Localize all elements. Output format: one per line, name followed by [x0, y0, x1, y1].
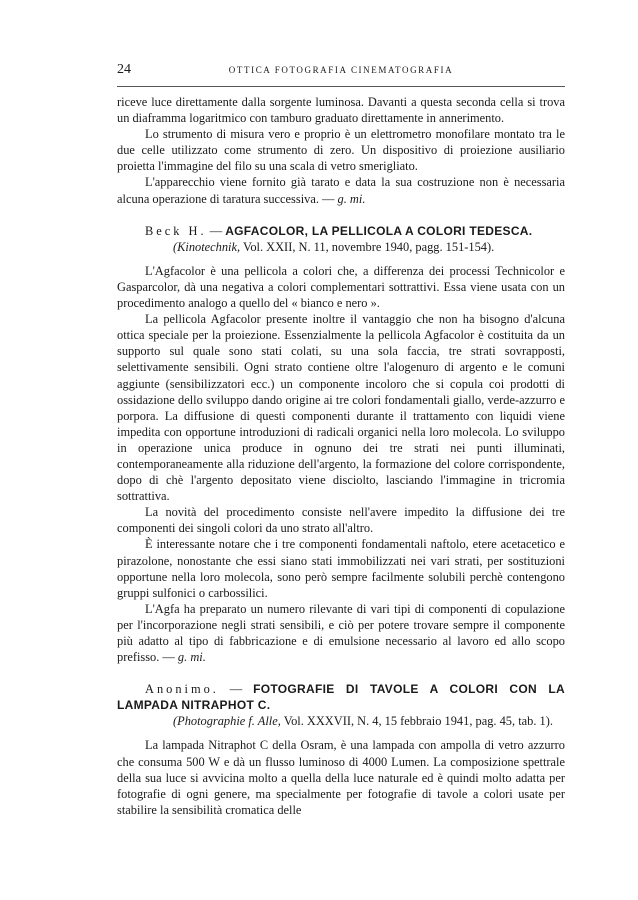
entry-1-heading	[117, 223, 565, 255]
running-head: OTTICA FOTOGRAFIA CINEMATOGRAFIA	[228, 65, 454, 75]
entry-1-citation-details: Vol. XXII, N. 11, novembre 1940, pagg. 151-154).	[240, 239, 495, 254]
header-rule	[117, 86, 565, 87]
entry-2-paragraph-1: La lampada Nitraphot C della Osram, è una lampada con ampolla di vetro azzurro che consuma 500 W e dà un flusso luminoso di 4000 Lumen. La composizione spettrale della sua luce si avvicina molto a quella della luce naturale ed è quindi molto adatta per fotografie di ogni genere, ma specialmente per fotografie di tavole a colori usate per stabilire la sensibilità cromatica delle	[117, 738, 565, 817]
page-body	[117, 94, 565, 818]
entry-1-paragraph-5-text: L'Agfa ha preparato un numero rilevante di vari tipi di componenti di copulazione per l'incorporazione negli strati sensibili, e ciò per potere trovare sempre il componente più adatto al tipo di fabbricazione e di emulsione necessario al lavoro ed allo scopo prefisso. —	[117, 601, 565, 665]
entry-1-paragraph-2: La pellicola Agfacolor presente inoltre il vantaggio che non ha bisogno d'alcuna ottica speciale per la proiezione. Essenzialmente la pellicola Agfacolor è costituita da un supporto sul quale sono stati colati, su una sola faccia, tre strati sovrapposti, selettivamente sensibili. Ogni strato contiene oltre l'alogenuro di argento e le comuni aggiunte (sensibilizzatori ecc.) un componente incoloro che si copula coi prodotti di ossidazione dello sviluppo dando origine ai tre colori fondamentali giallo, verde-azzurro e porpora. La diffusione di questi componenti durante il trattamento con liquidi viene impedita con opportune introduzioni di radicali organici nella loro molecola. Lo sviluppo in operazione unica produce in ognuno dei tre strati nei punti illuminati, contemporaneamente alla riduzione dell'argento, la formazione del colore corrispondente, dopo di chè l'argento depositato viene disciolto, lasciando l'immagine in tricromia sottrattiva.	[117, 312, 565, 504]
entry-1-dash: —	[206, 223, 226, 238]
intro-paragraph-3-text: L'apparecchio viene fornito già tarato e data la sua costruzione non è necessaria alcuna operazione di taratura successiva. —	[117, 175, 565, 206]
intro-paragraph-3	[117, 174, 565, 206]
entry-1-paragraph-4: È interessante notare che i tre componenti fondamentali naftolo, etere acetacetico e pirazolone, nonostante che essi siano stati immobilizzati nei vari strati, per sostituzioni opportune nella loro molecola, sono però sempre facilmente solubili perchè contengono gruppi sulfonici o carbossilici.	[117, 537, 565, 600]
entry-1-paragraph-1: L'Agfacolor è una pellicola a colori che, a differenza dei processi Technicolor e Gasparcolor, dà una negativa a colori complementari sottrattivi. Essa viene usata con un procedimento analogo a quello del « bianco e nero ».	[117, 263, 565, 311]
entry-1-title: AGFACOLOR, LA PELLICOLA A COLORI TEDESCA.	[225, 223, 533, 238]
page-header	[117, 62, 565, 82]
intro-signature: g. mi.	[337, 191, 366, 206]
entry-2-citation	[117, 713, 565, 729]
entry-1-signature: g. mi.	[177, 650, 206, 665]
entry-2-citation-details: Vol. XXXVII, N. 4, 15 febbraio 1941, pag. 45, tab. 1).	[280, 714, 553, 729]
entry-2-journal: (Photographie f. Alle,	[173, 714, 281, 729]
intro-paragraph-2: Lo strumento di misura vero e proprio è un elettrometro monofilare montato tra le due celle utilizzato come strumento di zero. Un dispositivo di proiezione ausiliario proietta l'immagine del filo su una scala di vetro smerigliato.	[117, 127, 565, 174]
entry-1-citation	[117, 239, 565, 255]
entry-2-heading	[117, 681, 565, 729]
entry-2-dash: —	[218, 682, 254, 697]
entry-2-title: FOTOGRAFIE DI TAVOLE A COLORI CON LA LAMPADA NITRAPHOT C.	[117, 682, 565, 713]
entry-1-author: Beck H.	[145, 223, 207, 238]
entry-1-journal: (Kinotechnik,	[173, 239, 241, 254]
page-number: 24	[117, 62, 131, 77]
intro-paragraph-1: riceve luce direttamente dalla sorgente luminosa. Davanti a questa seconda cella si trova un diaframma logaritmico con tamburo graduato direttamente in annerimento.	[117, 95, 565, 126]
entry-1-paragraph-5	[117, 601, 565, 665]
entry-1-paragraph-3: La novità del procedimento consiste nell'avere impedito la diffusione dei tre componenti dei singoli colori da uno strato all'altro.	[117, 505, 565, 536]
entry-2-author: Anonimo.	[145, 682, 219, 697]
